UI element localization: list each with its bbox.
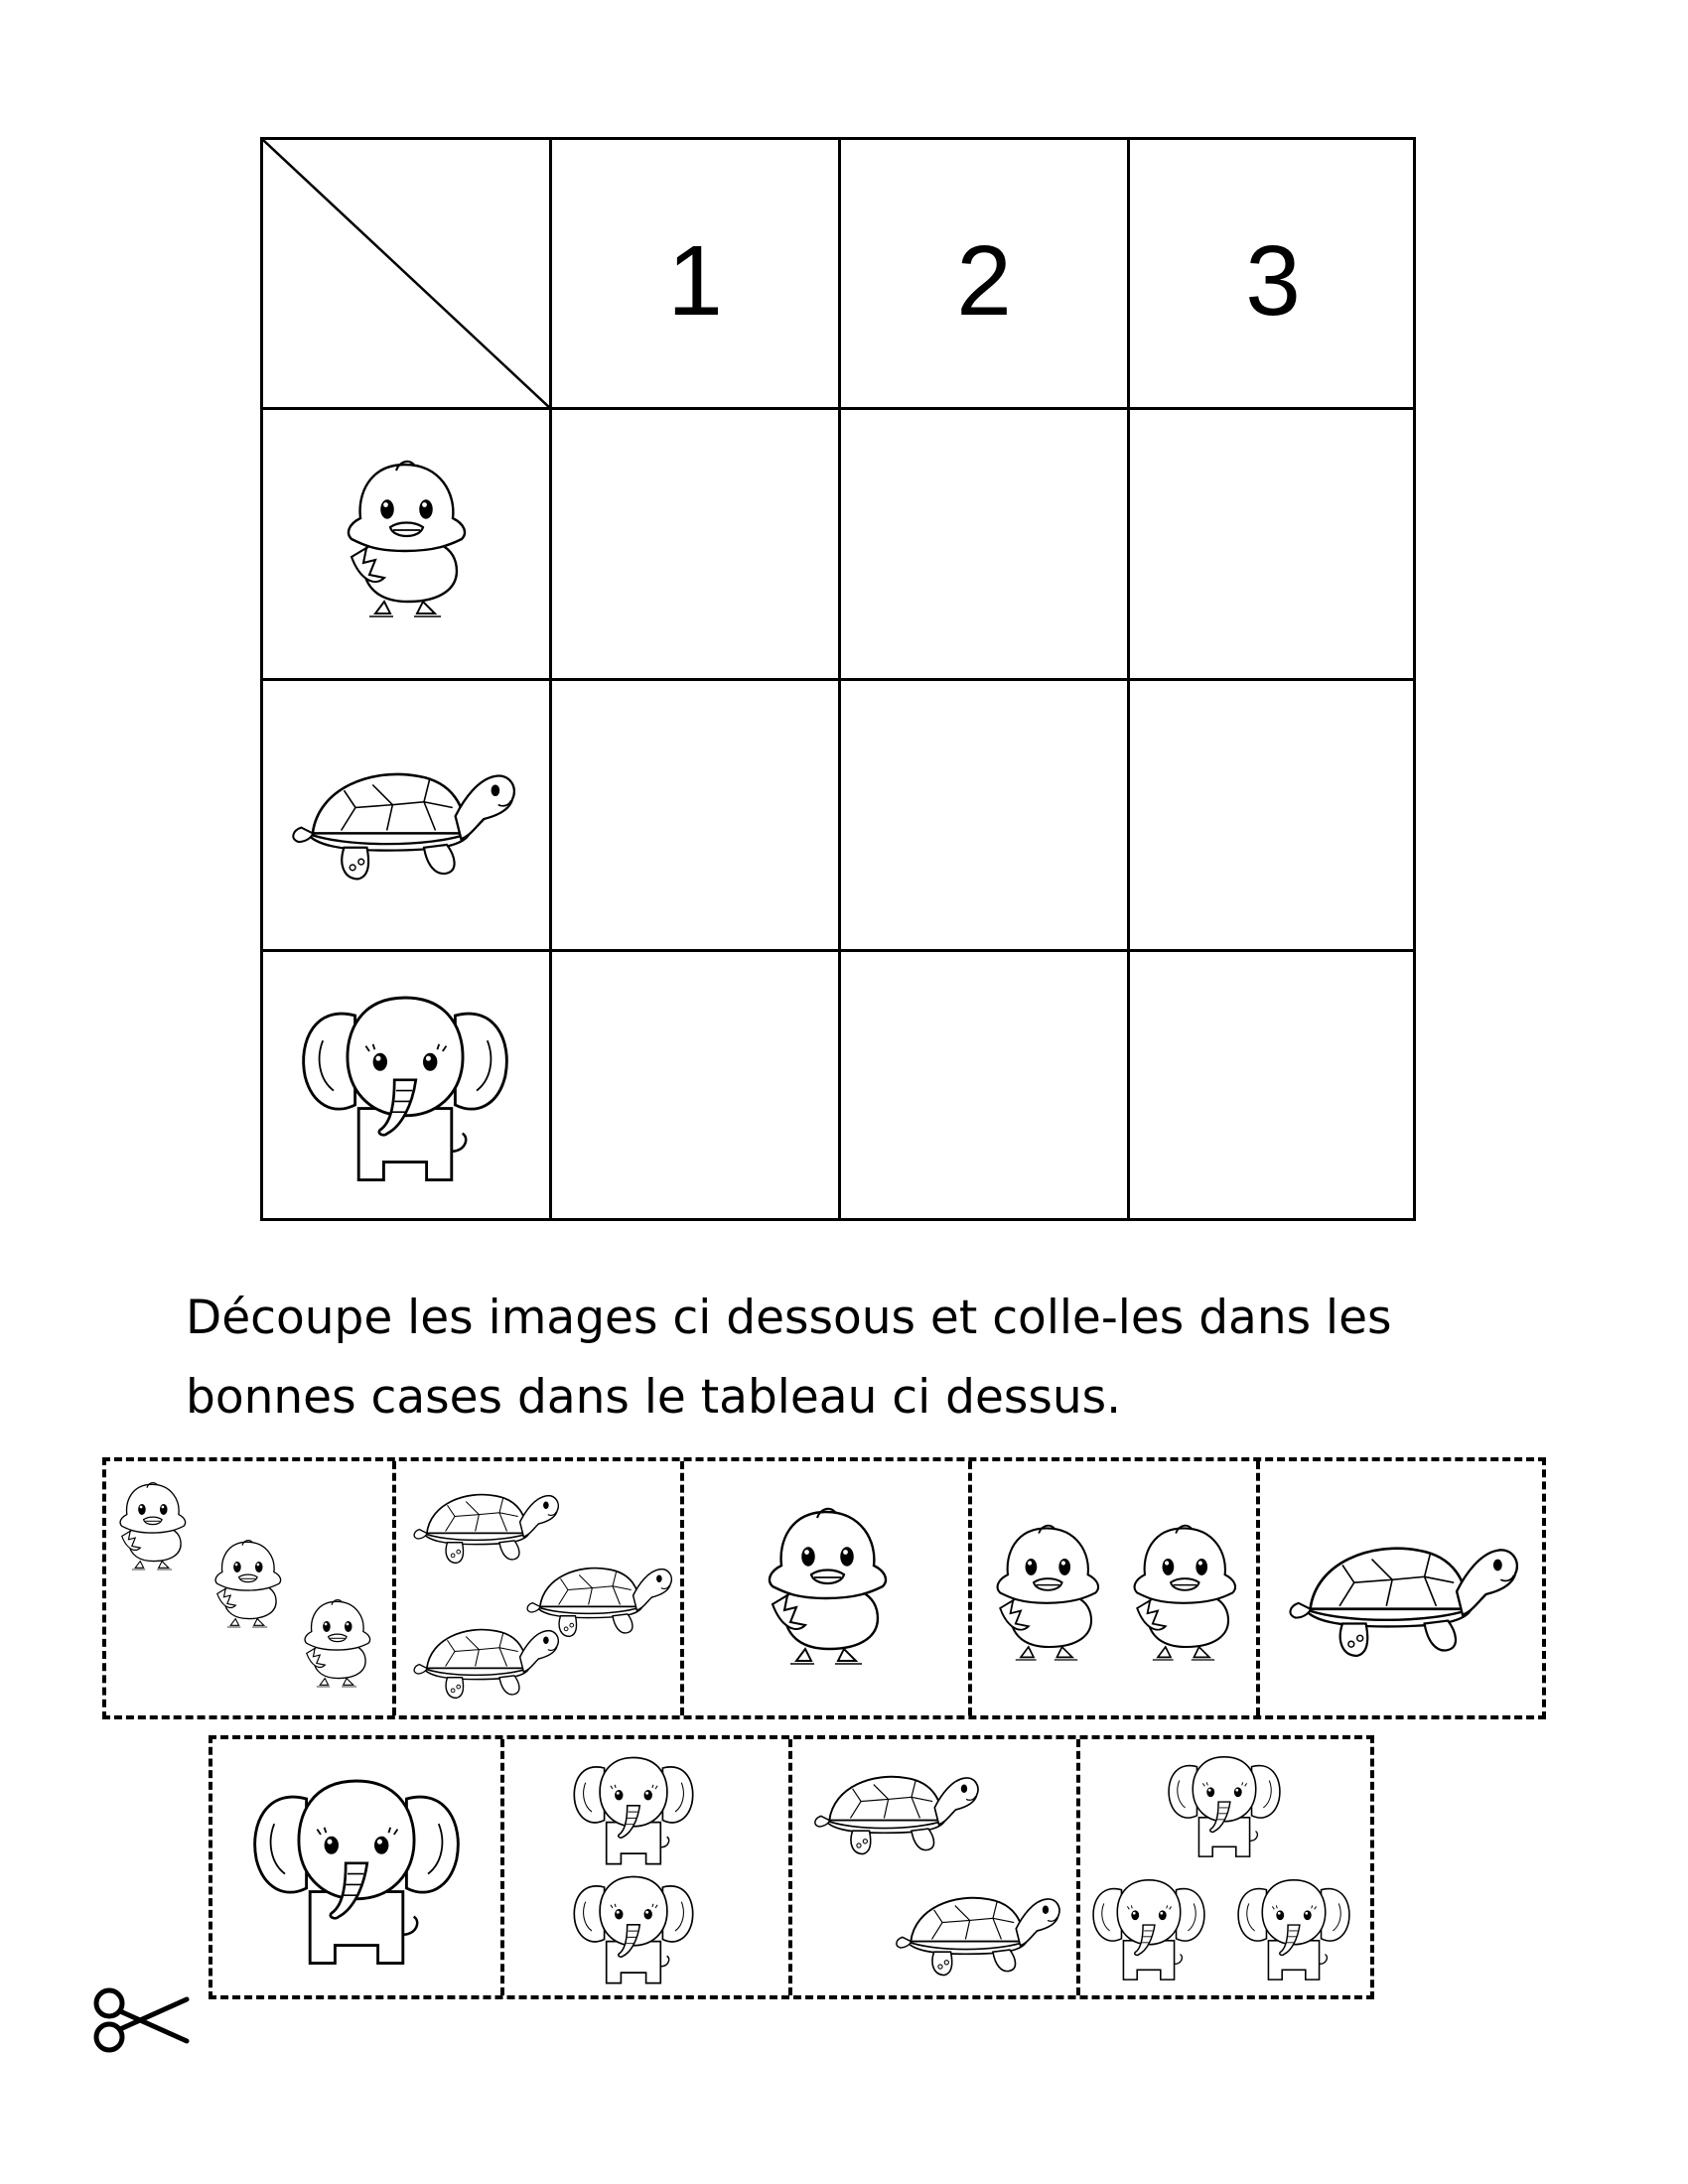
- turtle-icon: [810, 1757, 979, 1862]
- elephant-icon: [564, 1747, 703, 1872]
- elephant-icon: [564, 1866, 703, 1991]
- answer-cell-elephant-3[interactable]: [1130, 952, 1413, 1218]
- corner-diagonal: [263, 140, 552, 410]
- animal-count-table: [260, 137, 1416, 1221]
- answer-cell-duck-3[interactable]: [1130, 410, 1413, 678]
- cutout-card-one-elephant[interactable]: [212, 1739, 500, 1995]
- cutout-card-one-duck[interactable]: [684, 1461, 968, 1715]
- column-header-2: 2: [956, 225, 1012, 337]
- elephant-icon: [1229, 1870, 1358, 1987]
- duck-icon: [206, 1531, 289, 1640]
- duck-icon: [752, 1485, 901, 1694]
- instruction-text: [186, 1279, 1496, 1437]
- cutout-card-two-elephants[interactable]: [504, 1739, 788, 1995]
- elephant-icon: [291, 980, 519, 1194]
- cutout-card-two-ducks[interactable]: [972, 1461, 1256, 1715]
- instruction-line-2: bonnes cases dans le tableau ci dessus.: [186, 1370, 1122, 1425]
- duck-icon: [331, 443, 480, 641]
- turtle-icon: [287, 748, 515, 890]
- cutout-row-2: [209, 1735, 1374, 1999]
- scissors-icon: [91, 1985, 191, 2055]
- duck-icon: [110, 1473, 194, 1582]
- turtle-icon: [1284, 1521, 1518, 1668]
- duck-icon: [295, 1590, 378, 1700]
- cutout-card-two-turtles[interactable]: [792, 1739, 1076, 1995]
- answer-cell-elephant-2[interactable]: [841, 952, 1127, 1218]
- cutout-row-1: [102, 1457, 1546, 1719]
- instruction-line-1: Découpe les images ci dessous et colle-les dans les: [186, 1291, 1392, 1345]
- answer-cell-elephant-1[interactable]: [552, 952, 838, 1218]
- elephant-icon: [242, 1763, 471, 1978]
- turtle-icon: [410, 1612, 559, 1706]
- cutout-card-three-turtles[interactable]: [396, 1461, 680, 1715]
- answer-cell-duck-2[interactable]: [841, 410, 1127, 678]
- duck-icon: [1119, 1501, 1248, 1690]
- column-header-3: 3: [1245, 225, 1301, 337]
- cutout-card-three-elephants[interactable]: [1080, 1739, 1370, 1995]
- cutout-card-three-ducks[interactable]: [106, 1461, 392, 1715]
- answer-cell-turtle-1[interactable]: [552, 681, 838, 949]
- elephant-icon: [1160, 1747, 1289, 1864]
- column-header-1: 1: [667, 225, 723, 337]
- duck-icon: [982, 1501, 1111, 1690]
- answer-cell-turtle-2[interactable]: [841, 681, 1127, 949]
- elephant-icon: [1084, 1870, 1213, 1987]
- cutout-card-one-turtle[interactable]: [1260, 1461, 1542, 1715]
- answer-cell-turtle-3[interactable]: [1130, 681, 1413, 949]
- turtle-icon: [892, 1878, 1060, 1983]
- answer-cell-duck-1[interactable]: [552, 410, 838, 678]
